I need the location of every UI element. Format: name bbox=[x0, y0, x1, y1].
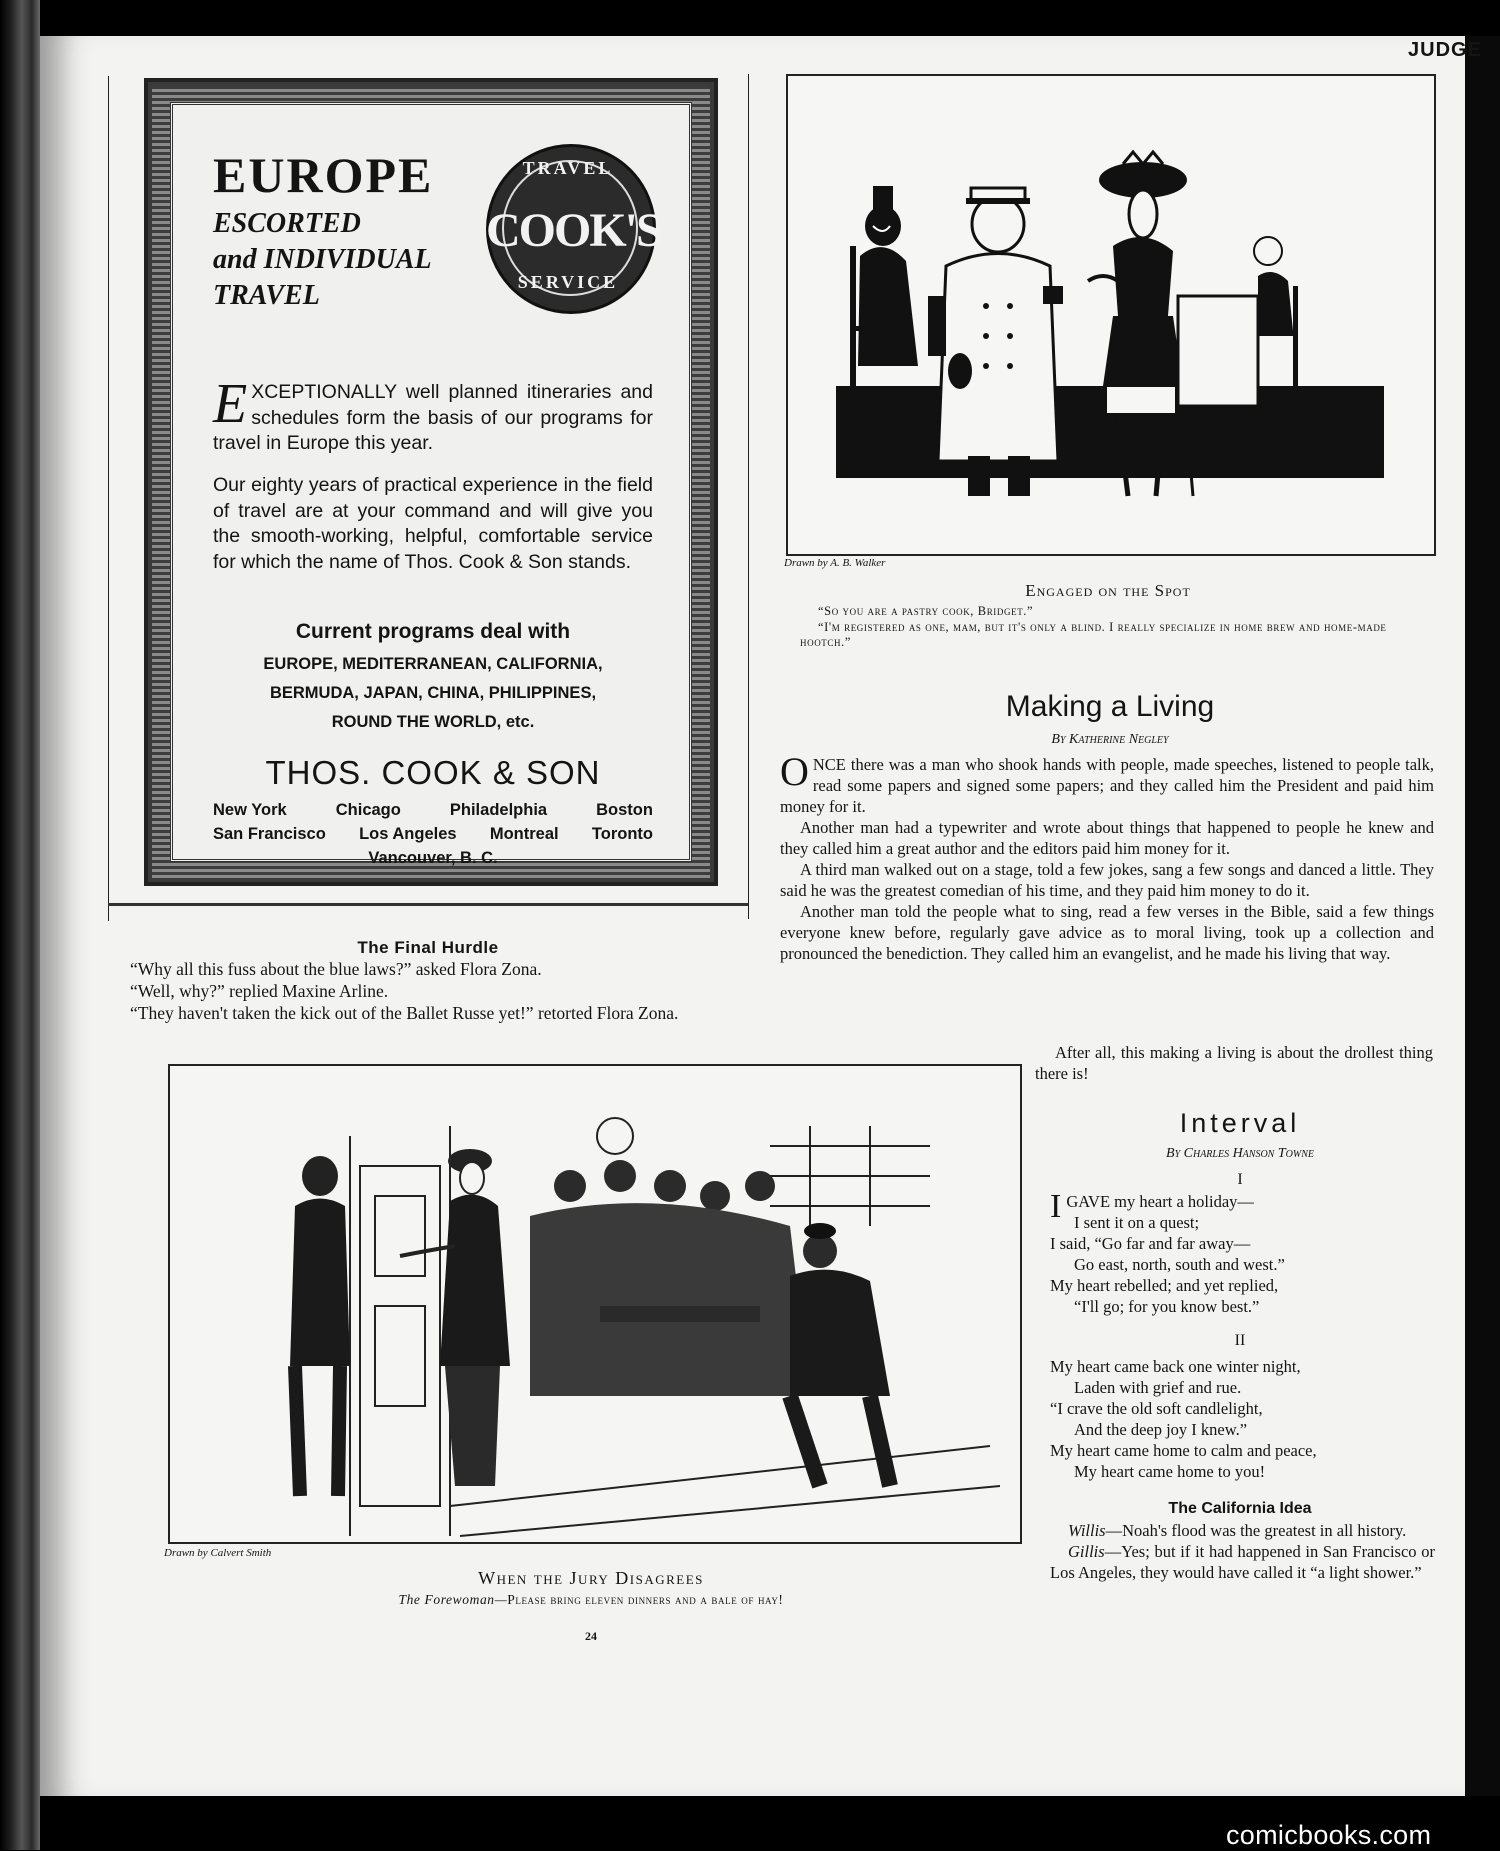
cartoon-caption bbox=[160, 1592, 1022, 1608]
seal-bottom-text: SERVICE bbox=[517, 272, 619, 292]
stanza-number: I bbox=[1237, 1171, 1243, 1188]
ad-subhead: and INDIVIDUAL bbox=[213, 244, 432, 275]
dialogue-line: “Well, why?” replied Maxine Arline. bbox=[130, 981, 389, 1001]
verse-line: My heart came home to calm and peace, bbox=[1050, 1441, 1317, 1460]
drop-cap: E bbox=[213, 373, 248, 435]
ad-paragraph-text: XCEPTIONALLY well planned itineraries and schedules form the basis of our programs for travel in Europe this year. bbox=[213, 381, 653, 454]
article-paragraph: Another man told the people what to sing, read a few verses in the Bible, said a few things everyone knew before, regularly gave advice as to moral living, took up a collection and pronounced the benediction. They called him an evangelist, and he made his living that way. bbox=[780, 902, 1434, 963]
article-title: The Final Hurdle bbox=[357, 938, 499, 957]
verse-text: GAVE my heart a holiday— bbox=[1066, 1192, 1254, 1211]
ad-programs-heading: Current programs deal with bbox=[295, 620, 571, 643]
verse-line: I sent it on a quest; bbox=[1074, 1213, 1200, 1232]
poem-stanza bbox=[1050, 1356, 1440, 1482]
article-body bbox=[100, 958, 748, 1024]
article-body bbox=[780, 749, 1434, 964]
paragraph-text: NCE there was a man who shook hands with people, made speeches, listened to people talk, read some papers and signed some papers; and they called him the President and paid him money for it. bbox=[780, 755, 1434, 816]
verse-line: My heart came home to you! bbox=[1074, 1462, 1266, 1481]
dialogue-line: “Why all this fuss about the blue laws?” asked Flora Zona. bbox=[130, 959, 542, 979]
speaker: Gillis bbox=[1068, 1542, 1105, 1561]
seal-center-text: COOK'S bbox=[486, 204, 661, 257]
article-body bbox=[1050, 1520, 1435, 1583]
ad-destinations: ROUND THE WORLD, etc. bbox=[331, 713, 535, 731]
verse-line: And the deep joy I knew.” bbox=[1074, 1420, 1248, 1439]
drop-cap: I bbox=[1050, 1188, 1062, 1225]
magazine-page bbox=[40, 36, 1482, 1796]
dialogue-line bbox=[1050, 1520, 1435, 1541]
poem-byline: By Charles Hanson Towne bbox=[1166, 1146, 1314, 1161]
page-number: 24 bbox=[585, 1629, 597, 1643]
stanza-number: II bbox=[1234, 1332, 1246, 1349]
office: Vancouver, B. C. bbox=[368, 849, 498, 867]
office: Boston bbox=[596, 801, 653, 819]
ad-offices-row bbox=[213, 801, 653, 820]
verse-line: Go east, north, south and west.” bbox=[1074, 1255, 1285, 1274]
verse-line: My heart rebelled; and yet replied, bbox=[1050, 1276, 1279, 1295]
dialogue-line: “They haven't taken the kick out of the Ballet Russe yet!” retorted Flora Zona. bbox=[130, 1003, 679, 1023]
column-rule bbox=[748, 74, 749, 919]
caption-speaker: The Forewoman— bbox=[398, 1592, 508, 1607]
page-edge bbox=[1465, 36, 1500, 1796]
article-title: Making a Living bbox=[1005, 690, 1215, 723]
ad-headline: EUROPE bbox=[213, 147, 434, 203]
office: San Francisco bbox=[213, 825, 326, 843]
ad-subhead: TRAVEL bbox=[213, 280, 320, 311]
ad-company-name: THOS. COOK & SON bbox=[265, 754, 601, 791]
office: Toronto bbox=[591, 825, 653, 843]
drop-cap: O bbox=[780, 749, 809, 794]
caption-line: “I'm registered as one, mam, but it's only a blind. I really specialize in home brew and home-made hootch.” bbox=[800, 619, 1387, 649]
verse-line: My heart came back one winter night, bbox=[1050, 1357, 1301, 1376]
ad-offices-row bbox=[213, 825, 653, 844]
cartoon-title: When the Jury Disagrees bbox=[478, 1568, 704, 1588]
ad-subhead: ESCORTED bbox=[213, 208, 361, 239]
cartoon-title: Engaged on the Spot bbox=[1025, 581, 1191, 600]
verse-line: “I'll go; for you know best.” bbox=[1074, 1297, 1260, 1316]
cartoon-illustration bbox=[168, 1064, 1022, 1544]
ad-paragraph: Our eighty years of practical experience in the field of travel are at your command and will give you the smooth-working, helpful, comfortable service for which the name of Thos. Cook & Son stands. bbox=[213, 474, 653, 573]
article-byline: By Katherine Negley bbox=[1051, 732, 1169, 747]
running-head: JUDGE bbox=[1408, 39, 1482, 61]
section-rule bbox=[108, 903, 748, 906]
poem-stanza bbox=[1050, 1188, 1440, 1317]
column-rule bbox=[108, 76, 109, 921]
article-paragraph: A third man walked out on a stage, told a few jokes, sang a few songs and danced a little. They said he was the greatest comedian of his time, and they paid him money to do it. bbox=[780, 860, 1434, 900]
article-title: The California Idea bbox=[1168, 1500, 1312, 1517]
caption-line: “So you are a pastry cook, Bridget.” bbox=[818, 604, 1034, 618]
office: Chicago bbox=[335, 801, 401, 819]
verse-line: “I crave the old soft candlelight, bbox=[1050, 1399, 1263, 1418]
dialogue-text: —Noah's flood was the greatest in all history. bbox=[1105, 1521, 1407, 1540]
article-paragraph bbox=[780, 749, 1434, 817]
office: Los Angeles bbox=[359, 825, 457, 843]
book-spine bbox=[0, 0, 40, 1850]
cartoon-drawing bbox=[788, 76, 1434, 554]
ad-destinations: BERMUDA, JAPAN, CHINA, PHILIPPINES, bbox=[269, 684, 597, 702]
article-closing: After all, this making a living is about the drollest thing there is! bbox=[1035, 1043, 1433, 1083]
office: Montreal bbox=[489, 825, 559, 843]
verse-line: Laden with grief and rue. bbox=[1074, 1378, 1242, 1397]
article-paragraph: Another man had a typewriter and wrote about things that happened to people he knew and they called him a great author and the editors paid him money for it. bbox=[780, 818, 1434, 858]
ad-paragraph bbox=[213, 373, 653, 457]
dialogue-line bbox=[1050, 1541, 1435, 1583]
site-watermark: comicbooks.com bbox=[1226, 1820, 1432, 1850]
speaker: Willis bbox=[1068, 1521, 1106, 1540]
ad-destinations: EUROPE, MEDITERRANEAN, CALIFORNIA, bbox=[263, 655, 603, 673]
verse-line: I said, “Go far and far away— bbox=[1050, 1234, 1251, 1253]
office: Philadelphia bbox=[449, 801, 548, 819]
cartoon-drawing bbox=[170, 1066, 1020, 1542]
cartoon-credit: Drawn by A. B. Walker bbox=[784, 557, 886, 569]
cartoon-credit: Drawn by Calvert Smith bbox=[164, 1547, 272, 1559]
cartoon-illustration bbox=[786, 74, 1436, 556]
caption-text: Please bring eleven dinners and a bale of hay! bbox=[507, 1592, 784, 1607]
office: New York bbox=[213, 801, 287, 819]
poem-title: Interval bbox=[1179, 1108, 1301, 1138]
dialogue-text: —Yes; but if it had happened in San Francisco or Los Angeles, they would have called it “a light shower.” bbox=[1050, 1542, 1435, 1582]
seal-top-text: TRAVEL bbox=[522, 158, 614, 178]
cartoon-caption bbox=[800, 604, 1430, 651]
